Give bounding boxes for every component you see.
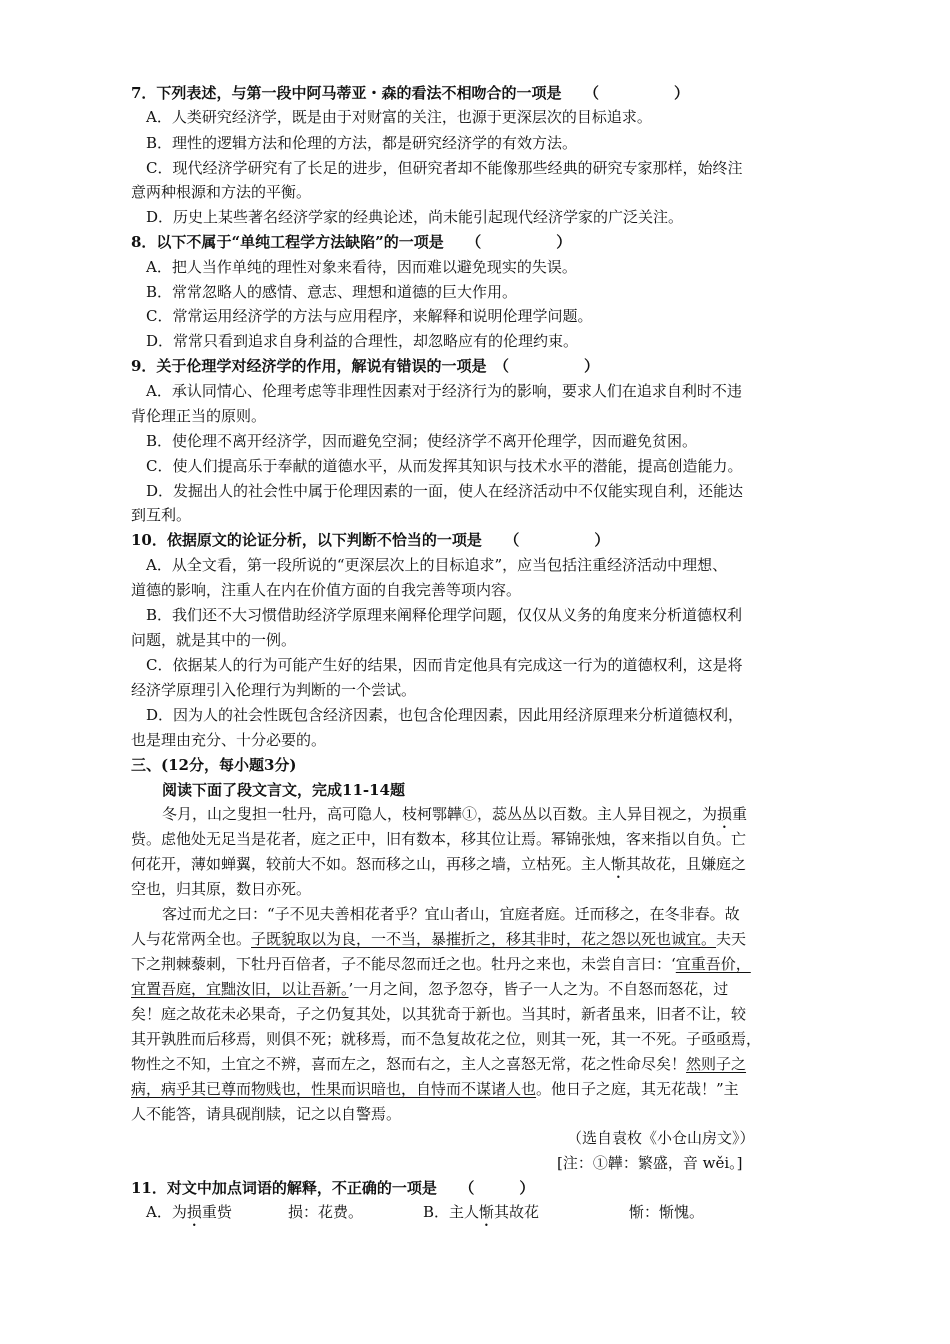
question-10-option-c-cont: 经济学原理引入伦理行为判断的一个尝试。 <box>131 681 417 699</box>
passage-text: 下之荆棘藜刺，下牡丹百倍者，子不能尽忽而迁之也。牡丹之来也，未尝自言曰：‘ <box>131 955 676 973</box>
question-10-option-c: C．依据某人的行为可能产生好的结果，因而肯定他具有完成这一行为的道德权利，这是将 <box>146 656 743 674</box>
question-10-option-d-cont: 也是理由充分、十分必要的。 <box>131 731 327 749</box>
question-8-option-c: C．常常运用经济学的方法与应用程序，来解释和说明伦理学问题。 <box>146 307 593 325</box>
question-9-option-d: D．发掘出人的社会性中属于伦理因素的一面，使人在经济活动中不仅能实现自利，还能达 <box>146 482 744 500</box>
underlined-sentence: 然则子之 <box>686 1055 747 1073</box>
passage-p2-line4 <box>131 978 728 1000</box>
question-10-option-a: A．从全文看，第一段所说的“更深层次上的目标追求”，应当包括注重经济活动中理想、 <box>146 556 728 574</box>
question-10-stem: 10．依据原文的论证分析，以下判断不恰当的一项是 （ ） <box>131 531 610 549</box>
underlined-sentence: 宜重吾价， <box>675 955 751 973</box>
underlined-sentence: 宜置吾庭，宜黜汝旧，以让吾新。 <box>131 980 349 998</box>
passage-p2-line5: 矣！庭之故花未必果奇，子之仍复其处，以其犹奇于新也。当其时，新者虽来，旧者不让，较 <box>131 1005 747 1023</box>
question-10-option-d: D．因为人的社会性既包含经济因素，也包含伦理因素，因此用经济原理来分析道德权利， <box>146 706 744 724</box>
passage-text: 物性之不知，土宜之不辨，喜而左之，怒而右之，主人之喜怒无常，花之性命尽矣！ <box>131 1055 687 1073</box>
question-8-option-a: A．把人当作单纯的理性对象来看待，因而难以避免现实的失误。 <box>146 258 577 276</box>
question-9-option-a: A．承认同情心、伦理考虑等非理性因素对于经济行为的影响，要求人们在追求自利时不违 <box>146 382 742 400</box>
passage-note: [注：①韡：繁盛，音 wěi。] <box>557 1154 743 1172</box>
option-label: A．为 <box>146 1203 187 1221</box>
underlined-sentence: 子既貌取以为良，一不当，暴摧折之，移其非时，花之怨以死也诚宜。 <box>251 930 717 948</box>
passage-text: ’一月之间，忽予忽夺，皆子一人之为。不自怒而怒花，过 <box>348 980 729 998</box>
passage-text: 。他日子之庭，其无花哉！”主 <box>536 1080 739 1098</box>
section-3-instruction: 阅读下面了段文言文，完成11-14题 <box>162 781 405 799</box>
question-10-option-b-cont: 问题，就是其中的一例。 <box>131 631 297 649</box>
question-9-stem: 9．关于伦理学对经济学的作用，解说有错误的一项是 （ ） <box>131 357 599 375</box>
option-text: 重赀 <box>201 1203 232 1221</box>
question-11-option-a <box>146 1201 232 1230</box>
question-8-option-b: B．常常忽略人的感情、意志、理想和道德的巨大作用。 <box>146 283 518 301</box>
passage-p2-line1: 客过而尤之曰：“子不见夫善相花者乎？宜山者山，宜庭者庭。迁而移之，在冬非春。故 <box>162 905 740 923</box>
question-8-option-d: D．常常只看到追求自身利益的合理性，却忽略应有的伦理约束。 <box>146 332 579 350</box>
passage-p2-line7 <box>131 1053 746 1075</box>
dotted-word: 损 <box>717 805 733 823</box>
passage-p1-line4: 空也，归其原，数日亦死。 <box>131 880 312 898</box>
question-10-option-b: B．我们还不大习惯借助经济学原理来阐释伦理学问题，仅仅从义务的角度来分析道德权利 <box>146 606 743 624</box>
underlined-sentence: 病，病乎其已尊而物贱也，性果而识暗也，自恃而不谋诸人也 <box>131 1080 537 1098</box>
passage-source: （选自袁枚《小仓山房文》） <box>567 1129 755 1147</box>
option-text: 其故花 <box>494 1203 540 1221</box>
question-7-option-c-cont: 意两种根源和方法的平衡。 <box>131 183 312 201</box>
passage-text: 冬月，山之叟担一牡丹，高可隐人，枝柯鄂韡①，蕊丛丛以百数。主人异目视之，为 <box>162 805 718 823</box>
question-7-option-a: A．人类研究经济学，既是由于对财富的关注，也源于更深层次的目标追求。 <box>146 108 652 126</box>
passage-p2-line8 <box>131 1078 739 1100</box>
passage-p1-line2: 赀。虑他处无足当是花者，庭之正中，旧有数本，移其位让焉。幂锦张烛，客来指以自负。亡 <box>131 830 747 848</box>
dotted-word: 损 <box>186 1203 202 1221</box>
passage-p2-line9: 人不能答，请具砚削牍，记之以自警焉。 <box>131 1105 402 1123</box>
question-9-option-a-cont: 背伦理正当的原则。 <box>131 407 267 425</box>
question-11-option-b <box>423 1201 539 1230</box>
dotted-word: 惭 <box>479 1203 495 1221</box>
passage-text: 夫天 <box>716 930 747 948</box>
passage-p2-line3 <box>131 953 751 975</box>
question-10-option-a-cont: 道德的影响，注重人在内在价值方面的自我完善等项内容。 <box>131 581 522 599</box>
passage-text: 重 <box>732 805 748 823</box>
question-11-option-b-gloss: 惭：惭愧。 <box>629 1203 705 1221</box>
question-9-option-c: C．使人们提高乐于奉献的道德水平，从而发挥其知识与技术水平的潜能，提高创造能力。 <box>146 457 743 475</box>
passage-text: 何花开，薄如蝉翼，较前大不如。怒而移之山，再移之墙，立枯死。主人 <box>131 855 612 873</box>
question-11-stem: 11．对文中加点词语的解释，不正确的一项是 （ ） <box>131 1179 535 1197</box>
option-label: B．主人 <box>423 1203 480 1221</box>
passage-p2-line2 <box>131 928 746 950</box>
passage-p2-line6: 其开孰胜而后移焉，则俱不死；就移焉，而不急复故花之位，则其一死，其一不死。子亟亟焉， <box>131 1030 762 1048</box>
question-9-option-b: B．使伦理不离开经济学，因而避免空洞；使经济学不离开伦理学，因而避免贫困。 <box>146 432 698 450</box>
question-7-option-c: C．现代经济学研究有了长足的进步，但研究者却不能像那些经典的研究专家那样，始终注 <box>146 159 743 177</box>
section-3-heading: 三、(12分，每小题3分) <box>131 756 297 774</box>
passage-text: 其故花，且嫌庭之 <box>626 855 747 873</box>
question-7-stem: 7．下列表述，与第一段中阿马蒂亚・森的看法不相吻合的一项是 （ ） <box>131 84 689 102</box>
passage-text: 人与花常两全也。 <box>131 930 252 948</box>
question-8-stem: 8．以下不属于“单纯工程学方法缺陷”的一项是 （ ） <box>131 233 572 251</box>
dotted-word: 惭 <box>611 855 627 873</box>
question-11-option-a-gloss: 损：花费。 <box>288 1203 364 1221</box>
question-7-option-b: B．理性的逻辑方法和伦理的方法，都是研究经济学的有效方法。 <box>146 134 578 152</box>
question-9-option-d-cont: 到互利。 <box>131 506 192 524</box>
question-7-option-d: D．历史上某些著名经济学家的经典论述，尚未能引起现代经济学家的广泛关注。 <box>146 208 684 226</box>
